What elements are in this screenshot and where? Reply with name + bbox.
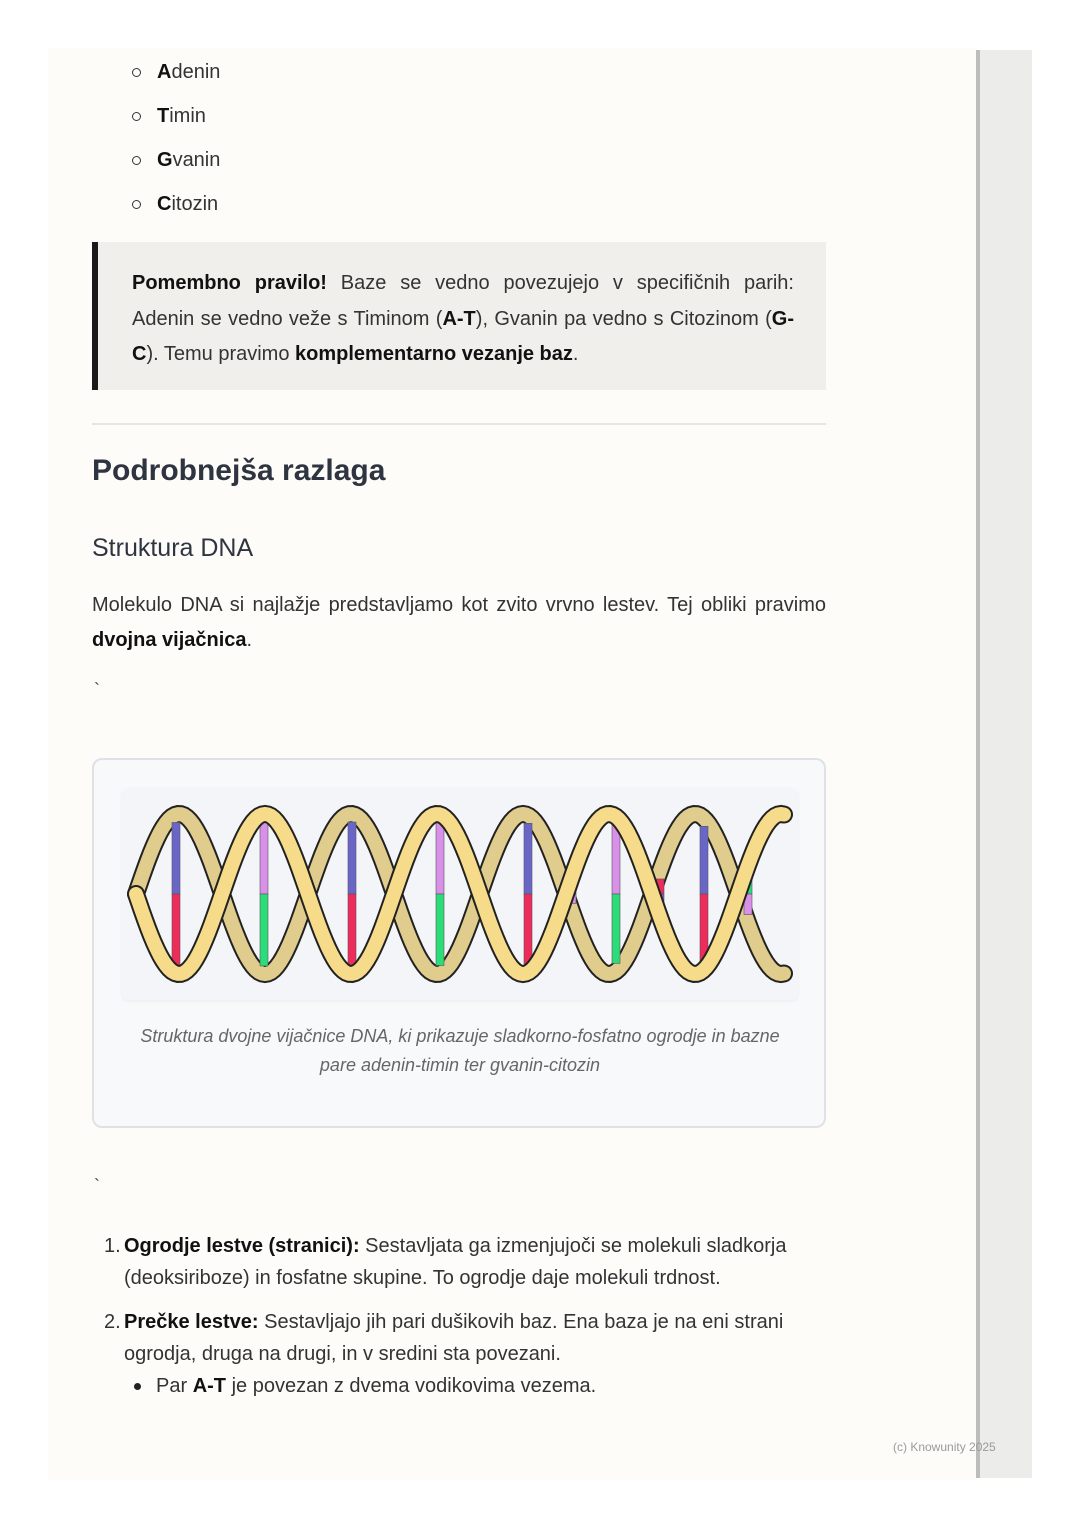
scrollbar-track[interactable] bbox=[976, 50, 1032, 1478]
callout-strong: Pomembno pravilo! bbox=[132, 272, 327, 294]
structure-parts-list bbox=[104, 1230, 826, 1414]
section-divider bbox=[92, 423, 826, 425]
adenine-base bbox=[348, 822, 356, 894]
list-item: 2. Prečke lestve: Sestavljajo jih pari dušikovih baz. Ena baza je na eni strani ogrodja, druga na drugi, in v sredini sta povezani. Par A-T je povezan z dvema vodikovima vezema. bbox=[104, 1306, 826, 1402]
bullet-dot-icon bbox=[134, 1383, 141, 1390]
stray-backtick: ` bbox=[94, 680, 100, 700]
list-item: T imin bbox=[132, 94, 220, 138]
circle-bullet-icon bbox=[132, 200, 141, 209]
adenine-base bbox=[524, 823, 532, 894]
guanine-base bbox=[612, 894, 620, 963]
intro-paragraph: Molekulo DNA si najlažje predstavljamo kot zvito vrvno lestev. Tej obliki pravimo dvojna vijačnica. bbox=[92, 594, 826, 651]
dna-figure-card bbox=[92, 758, 826, 1128]
thymine-base bbox=[172, 894, 180, 966]
section-title: Podrobnejša razlaga bbox=[92, 454, 386, 487]
cytosine-base bbox=[612, 825, 620, 894]
dna-helix-graphic bbox=[122, 788, 798, 1000]
dna-helix-image bbox=[122, 788, 798, 1000]
scrollbar-thumb[interactable] bbox=[976, 50, 980, 1478]
bases-list bbox=[132, 50, 220, 226]
cytosine-base bbox=[436, 822, 444, 894]
thymine-base bbox=[348, 894, 356, 966]
guanine-base bbox=[260, 894, 268, 966]
subsection-title: Struktura DNA bbox=[92, 534, 254, 562]
sub-list bbox=[124, 1370, 826, 1402]
important-rule-callout: Pomembno pravilo! Baze se vedno povezujejo v specifičnih parih: Adenin se vedno veže s Timinom (A-T), Gvanin pa vedno s Citozinom (G-C). Temu pravimo komplementarno vezanje baz. bbox=[92, 242, 826, 390]
circle-bullet-icon bbox=[132, 156, 141, 165]
list-item: G vanin bbox=[132, 138, 220, 182]
circle-bullet-icon bbox=[132, 112, 141, 121]
guanine-base bbox=[436, 894, 444, 966]
adenine-base bbox=[700, 826, 708, 894]
circle-bullet-icon bbox=[132, 68, 141, 77]
copyright-footer: (c) Knowunity 2025 bbox=[893, 1440, 996, 1454]
figure-caption: Struktura dvojne vijačnice DNA, ki prikazuje sladkorno-fosfatno ogrodje in bazne pare adenin-timin ter gvanin-citozin bbox=[140, 1026, 780, 1075]
list-item: 1. Ogrodje lestve (stranici): Sestavljata ga izmenjujoči se molekuli sladkorja (deoksiriboze) in fosfatne skupine. To ogrodje daje molekuli trdnost. bbox=[104, 1235, 787, 1289]
list-item: C itozin bbox=[132, 182, 220, 226]
stray-backtick: ` bbox=[94, 1176, 100, 1196]
adenine-base bbox=[172, 822, 180, 894]
cytosine-base bbox=[260, 822, 268, 894]
thymine-base bbox=[524, 894, 532, 965]
list-item: Par A-T je povezan z dvema vodikovima vezema. bbox=[124, 1370, 826, 1402]
list-item: A denin bbox=[132, 50, 220, 94]
